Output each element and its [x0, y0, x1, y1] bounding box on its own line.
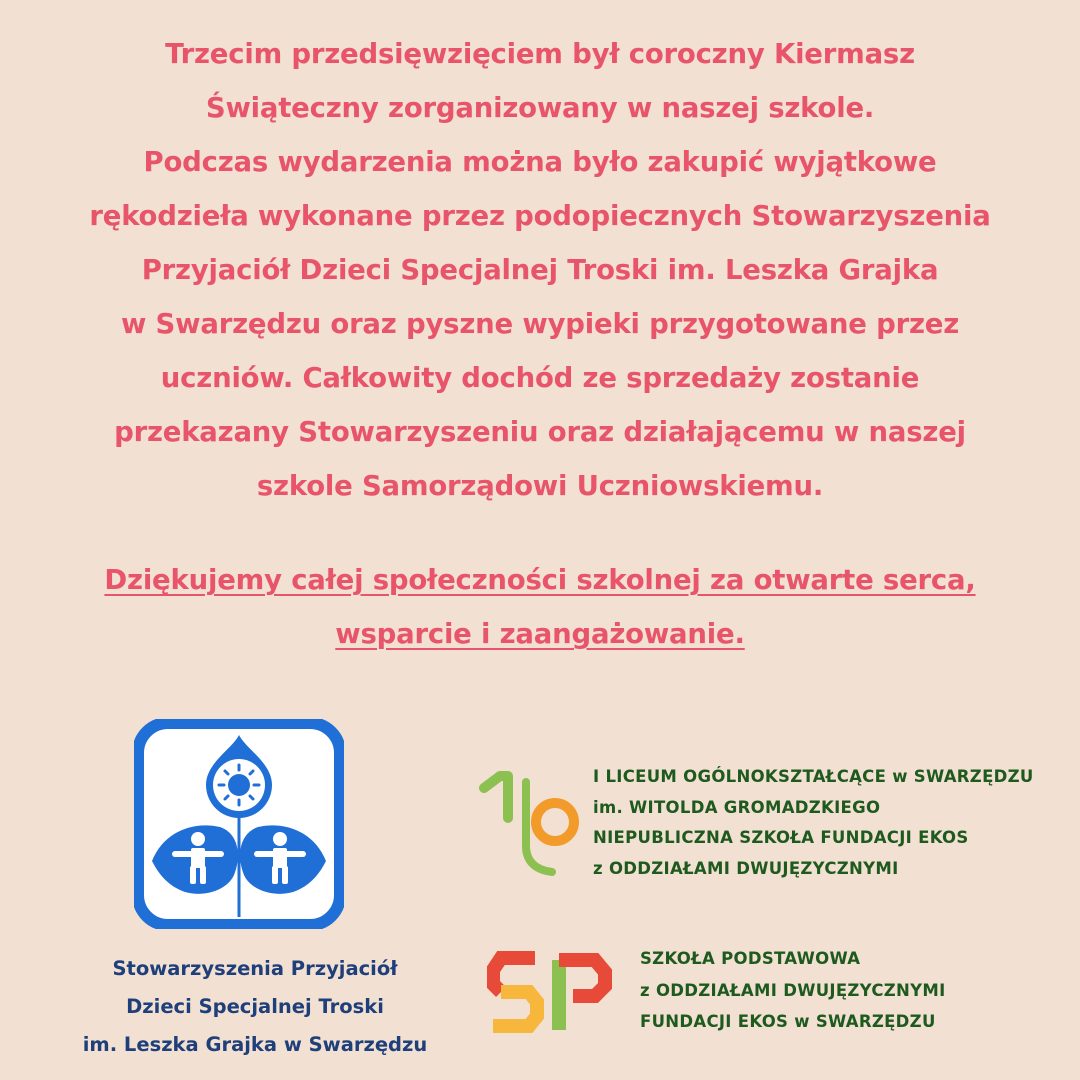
caption-line: im. Leszka Grajka w Swarzędzu: [82, 1033, 428, 1056]
primary-line: z ODDZIAŁAMI DWUJĘZYCZNYMI: [640, 980, 946, 1000]
intro-paragraph: [30, 27, 1050, 513]
lyceum-line: z ODDZIAŁAMI DWUJĘZYCZNYMI: [593, 858, 899, 878]
intro-line: szkole Samorządowi Uczniowskiemu.: [256, 470, 824, 502]
intro-line: przekazany Stowarzyszeniu oraz działającemu w naszej: [114, 416, 966, 448]
primary-school-name: [640, 943, 946, 1038]
primary-line: FUNDACJI EKOS w SWARZĘDZU: [640, 1012, 936, 1031]
sp-logo: [487, 950, 612, 1035]
thanks-line: wsparcie i zaangażowanie.: [335, 618, 745, 650]
lyceum-line: im. WITOLDA GROMADZKIEGO: [593, 797, 881, 817]
intro-line: Świąteczny zorganizowany w naszej szkole.: [205, 92, 875, 124]
lyceum-line: I LICEUM OGÓLNOKSZTAŁCĄCE w SWARZĘDZU: [593, 767, 1034, 786]
caption-line: Dzieci Specjalnej Troski: [126, 995, 384, 1018]
thanks-message: [30, 553, 1050, 661]
lyceum-line: NIEPUBLICZNA SZKOŁA FUNDACJI EKOS: [593, 828, 969, 847]
lyceum-name: [593, 762, 1034, 884]
intro-line: Podczas wydarzenia można było zakupić wyjątkowe: [143, 146, 937, 178]
intro-line: uczniów. Całkowity dochód ze sprzedaży zostanie: [160, 362, 920, 394]
intro-line: Przyjaciół Dzieci Specjalnej Troski im. Leszka Grajka: [141, 254, 939, 286]
association-caption: [20, 950, 490, 1064]
1lo-logo: [478, 770, 583, 880]
primary-line: SZKOŁA PODSTAWOWA: [640, 949, 861, 968]
association-leaf-children-logo: [134, 719, 344, 929]
intro-line: Trzecim przedsięwzięciem był coroczny Kiermasz: [165, 38, 915, 70]
intro-line: w Swarzędzu oraz pyszne wypieki przygotowane przez: [120, 308, 960, 340]
intro-line: rękodzieła wykonane przez podopiecznych Stowarzyszenia: [89, 200, 991, 232]
caption-line: Stowarzyszenia Przyjaciół: [112, 957, 398, 980]
thanks-line: Dziękujemy całej społeczności szkolnej za otwarte serca,: [104, 564, 976, 596]
